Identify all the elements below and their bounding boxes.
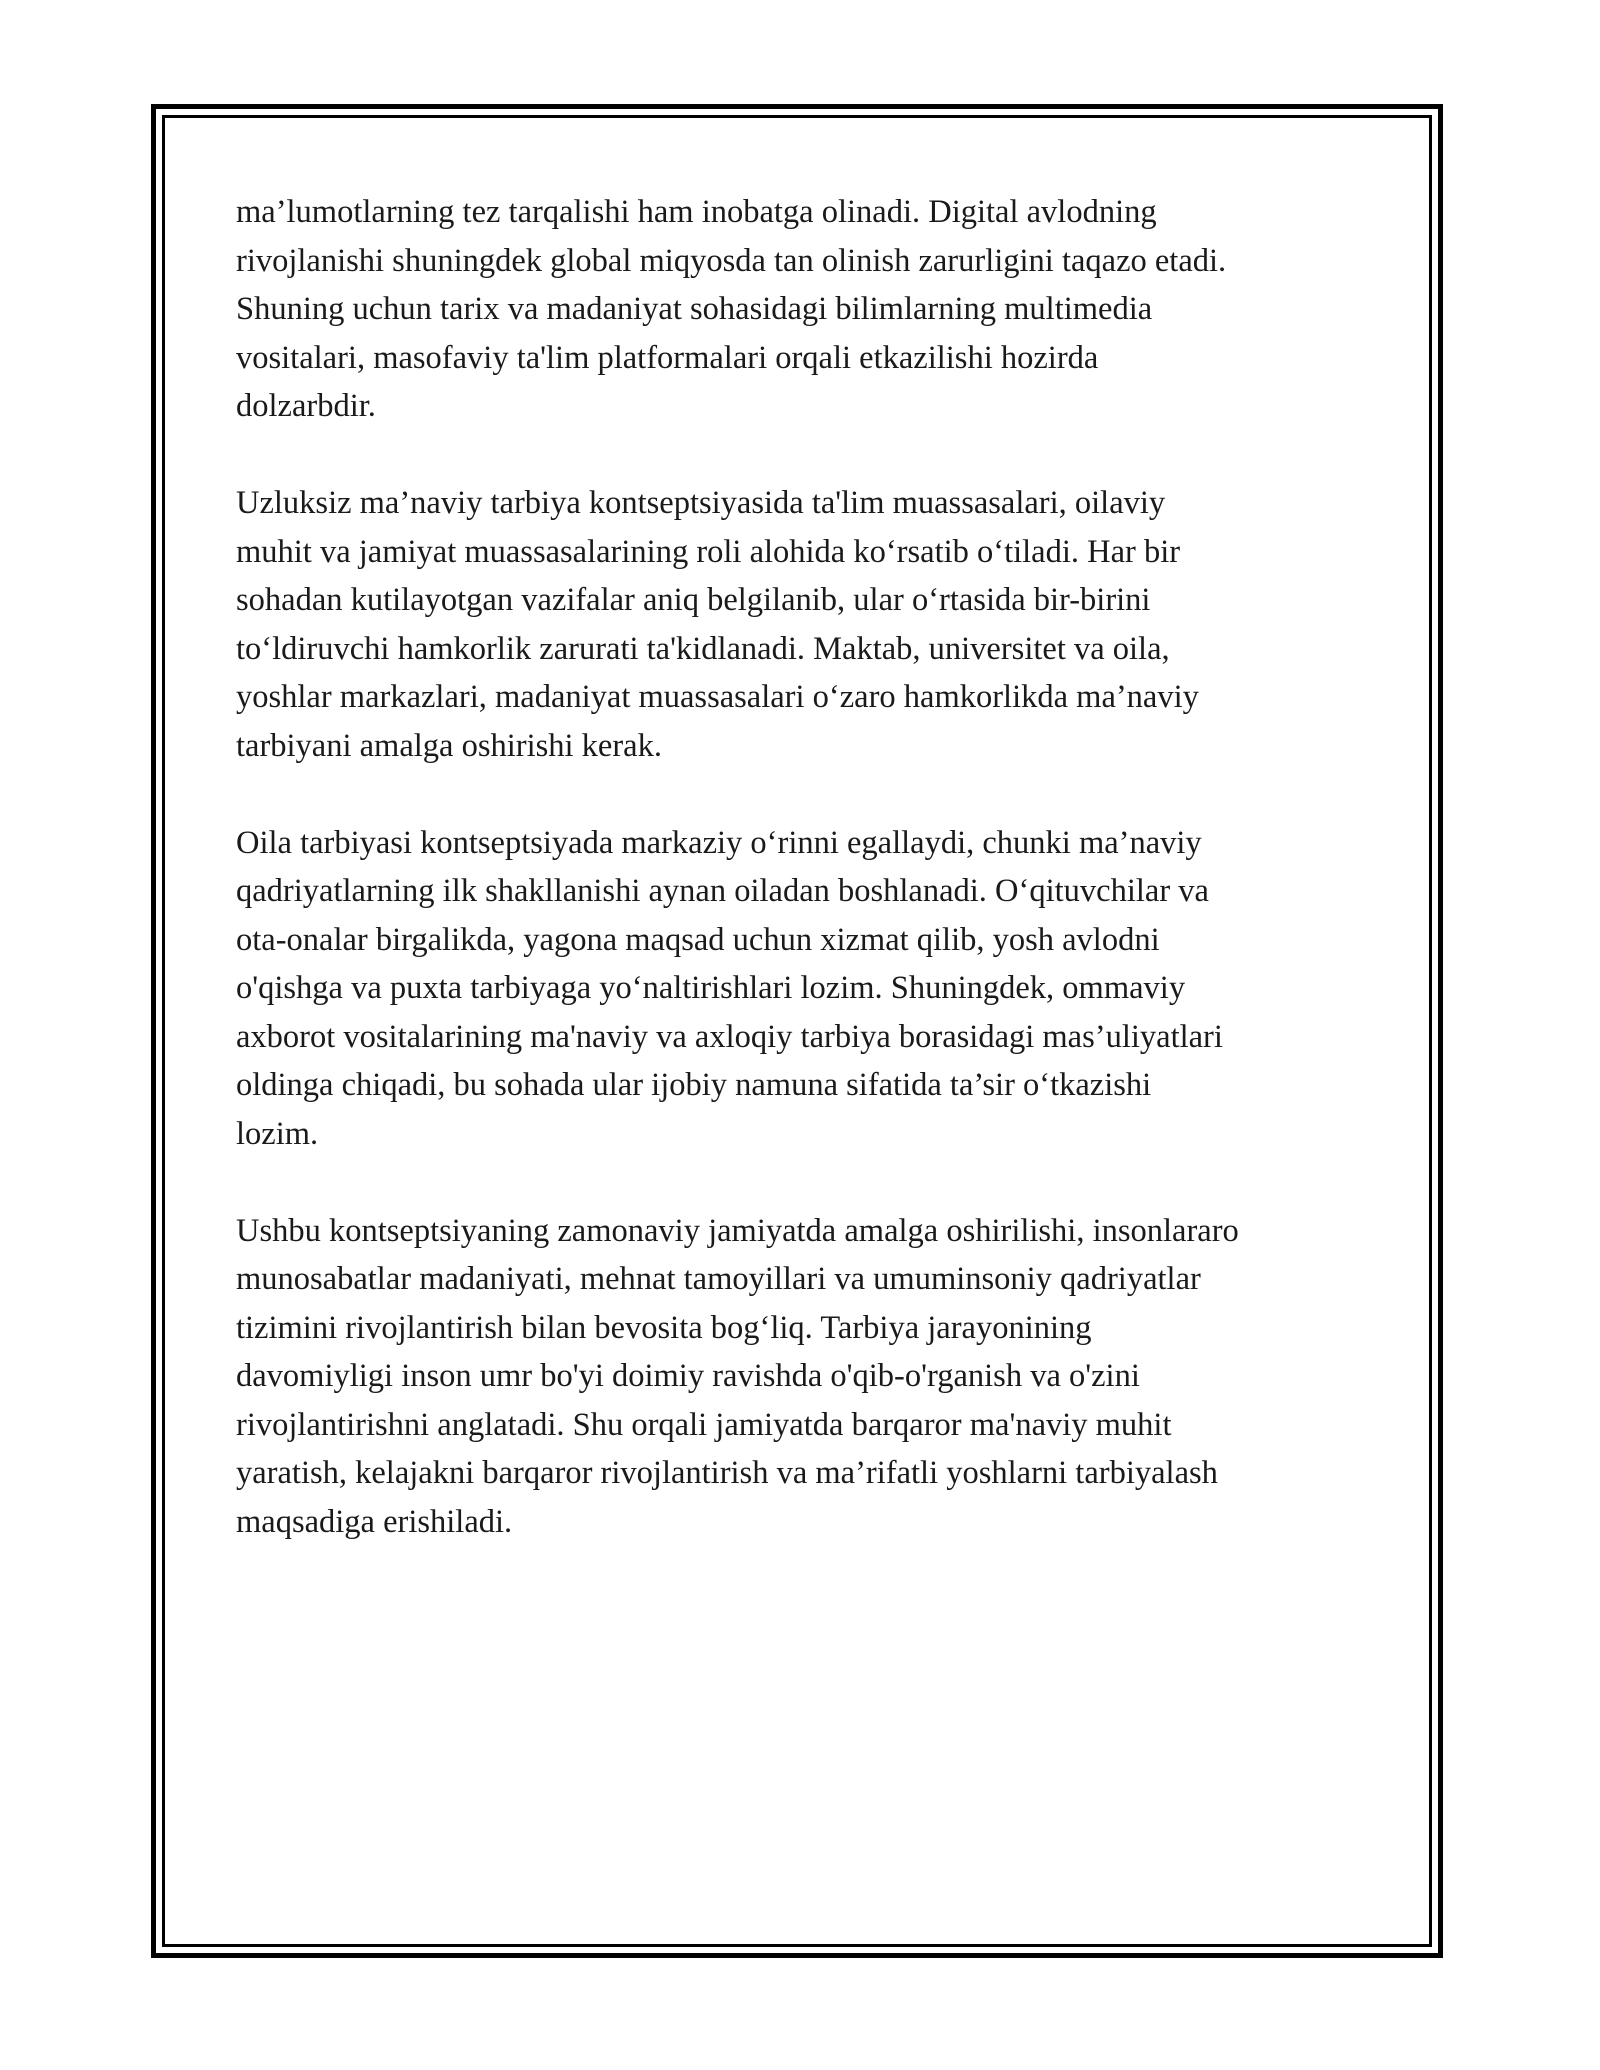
text-line: rivojlanishi shuningdek global miqyosda tan olinish zarurligini taqazo etadi. [236,242,1227,279]
text-line: lozim. [236,1115,319,1152]
paragraph-3 [236,819,1396,1159]
text-line: Uzluksiz ma’naviy tarbiya kontseptsiyasida ta'lim muassasalari, oilaviy [236,485,1166,521]
text-line: to‘ldiruvchi hamkorlik zarurati ta'kidlanadi. Maktab, universitet va oila, [236,630,1170,667]
text-line: ota-onalar birgalikda, yagona maqsad uchun xizmat qilib, yosh avlodni [236,921,1160,958]
document-body [236,188,1396,1595]
paragraph-2 [236,479,1396,770]
text-line: munosabatlar madaniyati, mehnat tamoyillari va umuminsoniy qadriyatlar [236,1261,1201,1297]
text-line: maqsadiga erishiladi. [236,1503,513,1540]
text-line: Oila tarbiyasi kontseptsiyada markaziy o‘rinni egallaydi, chunki ma’naviy [236,824,1202,861]
text-line: yaratish, kelajakni barqaror rivojlantirish va ma’rifatli yoshlarni tarbiyalash [236,1455,1218,1491]
text-line: qadriyatlarning ilk shakllanishi aynan oiladan boshlanadi. O‘qituvchilar va [236,873,1209,909]
text-line: Shuning uchun tarix va madaniyat sohasidagi bilimlarning multimedia [236,291,1153,327]
text-line: ma’lumotlarning tez tarqalishi ham inobatga olinadi. Digital avlodning [236,194,1157,230]
text-line: yoshlar markazlari, madaniyat muassasalari o‘zaro hamkorlikda ma’naviy [236,679,1199,715]
text-line: oldinga chiqadi, bu sohada ular ijobiy namuna sifatida ta’sir o‘tkazishi [236,1067,1152,1103]
text-line: tarbiyani amalga oshirishi kerak. [236,727,662,764]
text-line: Ushbu kontseptsiyaning zamonaviy jamiyatda amalga oshirilishi, insonlararo [236,1212,1239,1249]
text-line: sohadan kutilayotgan vazifalar aniq belgilanib, ular o‘rtasida bir-birini [236,582,1151,618]
text-line: o'qishga va puxta tarbiyaga yo‘naltirishlari lozim. Shuningdek, ommaviy [236,970,1186,1006]
text-line: muhit va jamiyat muassasalarining roli alohida ko‘rsatib o‘tiladi. Har bir [236,533,1181,570]
paragraph-4 [236,1207,1396,1547]
text-line: vositalari, masofaviy ta'lim platformalari orqali etkazilishi hozirda [236,339,1099,376]
text-line: rivojlantirishni anglatadi. Shu orqali jamiyatda barqaror ma'naviy muhit [236,1406,1172,1443]
text-line: davomiyligi inson umr bo'yi doimiy ravishda o'qib-o'rganish va o'zini [236,1358,1140,1394]
paragraph-1 [236,188,1396,431]
text-line: dolzarbdir. [236,388,376,424]
text-line: axborot vositalarining ma'naviy va axloqiy tarbiya borasidagi mas’uliyatlari [236,1018,1223,1055]
text-line: tizimini rivojlantirish bilan bevosita bog‘liq. Tarbiya jarayonining [236,1309,1092,1346]
